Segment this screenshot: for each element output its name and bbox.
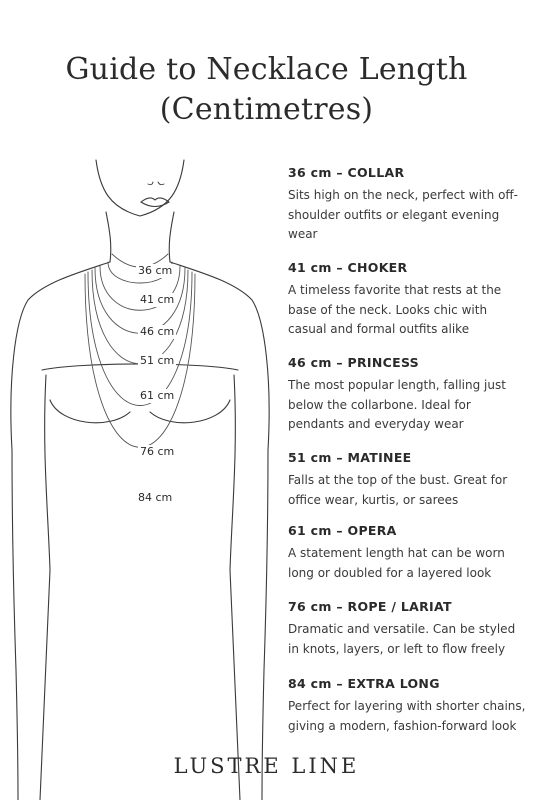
length-heading: 84 cm – EXTRA LONG (288, 676, 440, 691)
length-description: Falls at the top of the bust. Great for office wear, kurtis, or sarees (288, 473, 508, 507)
length-heading: 36 cm – COLLAR (288, 165, 405, 180)
length-entry-collar (288, 164, 528, 245)
length-label-61: 61 cm (140, 389, 175, 402)
length-description: Sits high on the neck, perfect with off-shoulder outfits or elegant evening wear (288, 188, 519, 241)
length-heading: 76 cm – ROPE / LARIAT (288, 599, 452, 614)
body-figure-illustration (0, 150, 300, 800)
length-description: Dramatic and versatile. Can be styled in knots, layers, or left to flow freely (288, 622, 516, 656)
length-heading: 51 cm – MATINEE (288, 450, 412, 465)
length-label-41: 41 cm (140, 293, 175, 306)
length-label-36: 36 cm (138, 264, 173, 277)
length-description: A timeless favorite that rests at the base of the neck. Looks chic with casual and formal outfits alike (288, 283, 502, 336)
page-title: Guide to Necklace Length (65, 52, 468, 87)
length-entry-choker (288, 259, 528, 340)
length-label-46: 46 cm (140, 325, 175, 338)
length-heading: 46 cm – PRINCESS (288, 355, 419, 370)
length-description: The most popular length, falling just below the collarbone. Ideal for pendants and everyday wear (288, 378, 506, 431)
page-subtitle: (Centimetres) (159, 92, 374, 127)
length-entry-extra-long (288, 675, 528, 736)
length-label-84: 84 cm (138, 491, 173, 504)
length-entry-princess (288, 354, 528, 435)
length-description: Perfect for layering with shorter chains, giving a modern, fashion-forward look (288, 699, 526, 733)
length-heading: 41 cm – CHOKER (288, 260, 408, 275)
length-entry-rope (288, 598, 528, 659)
brand-logo-text: LUSTRE LINE (173, 754, 360, 778)
length-heading: 61 cm – OPERA (288, 523, 397, 538)
length-label-76: 76 cm (140, 445, 175, 458)
length-description: A statement length hat can be worn long or doubled for a layered look (288, 546, 505, 580)
length-entry-matinee (288, 449, 528, 510)
length-entry-opera (288, 522, 528, 583)
length-label-51: 51 cm (140, 354, 175, 367)
